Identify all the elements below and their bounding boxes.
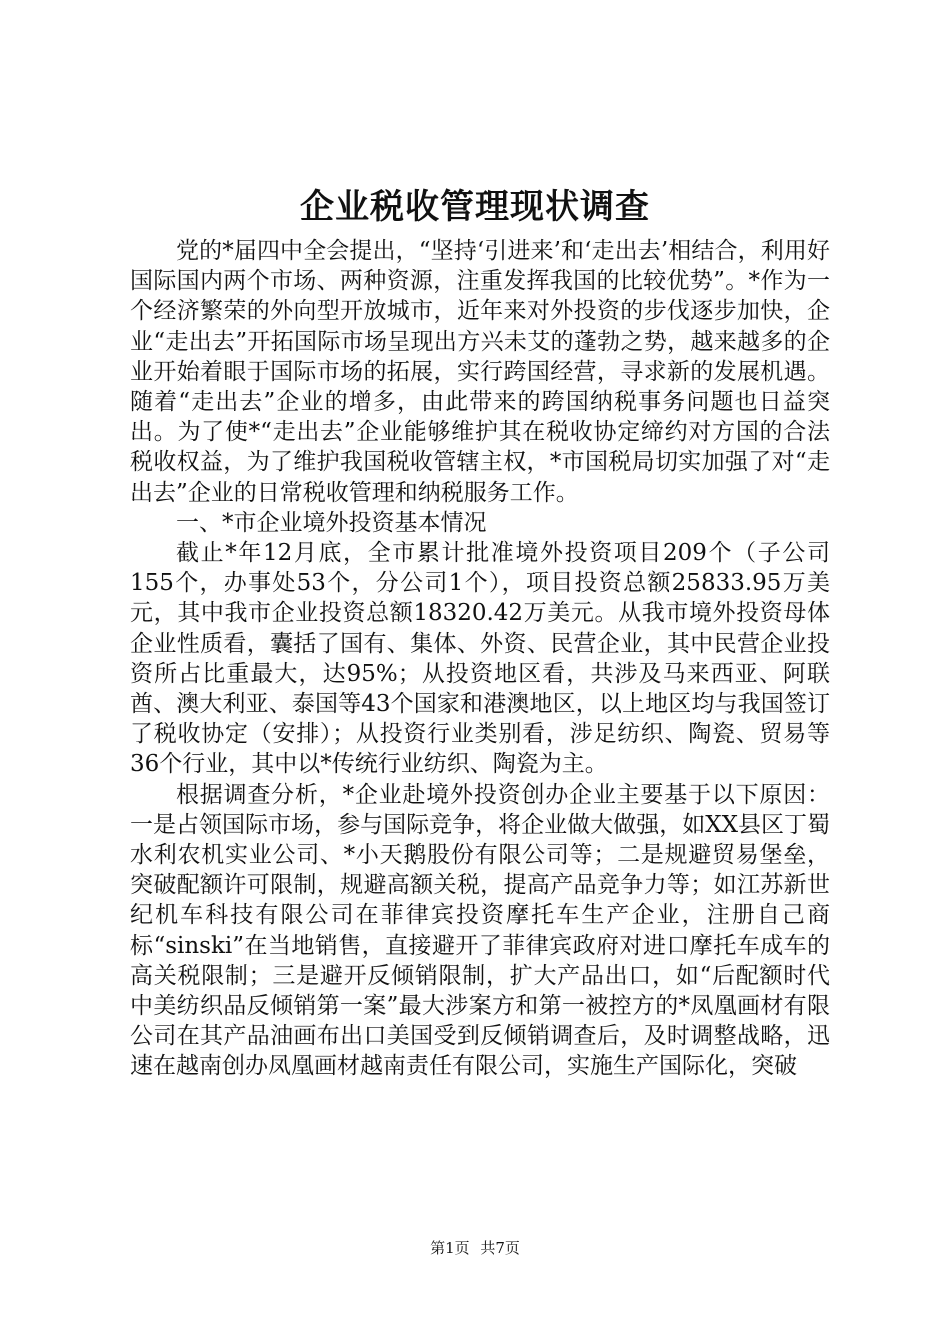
- page-footer: [0, 1238, 950, 1258]
- document-body: [130, 236, 830, 1082]
- document-title: 企业税收管理现状调查: [300, 187, 650, 227]
- section-heading: 一、*市企业境外投资基本情况: [176, 509, 487, 536]
- paragraph-investment-reasons: 根据调查分析，*企业赴境外投资创办企业主要基于以下原因：一是占领国际市场，参与国际竞争，将企业做大做强，如XX县区丁蜀水利农机实业公司、*小天鹅股份有限公司等；二是规避贸易堡垒，突破配额许可限制，规避高额关税，提高产品竞争力等；如江苏新世纪机车科技有限公司在菲律宾投资摩托车生产企业，注册自己商标“sinski”在当地销售，直接避开了菲律宾政府对进口摩托车成车的高关税限制；三是避开反倾销限制，扩大产品出口，如“后配额时代中美纺织品反倾销第一案”最大涉案方和第一被控方的*凤凰画材有限公司在其产品油画布出口美国受到反倾销调查后，及时调整战略，迅速在越南创办凤凰画材越南责任有限公司，实施生产国际化，突破: [130, 781, 830, 1080]
- page-number: 第1页: [430, 1239, 470, 1257]
- paragraph-investment-overview: 截止*年12月底，全市累计批准境外投资项目209个（子公司155个，办事处53个，分公司1个），项目投资总额25833.95万美元，其中我市企业投资总额18320.42万美元。从我市境外投资母体企业性质看，囊括了国有、集体、外资、民营企业，其中民营企业投资所占比重最大，达95%；从投资地区看，共涉及马来西亚、阿联酋、澳大利亚、泰国等43个国家和港澳地区，以上地区均与我国签订了税收协定（安排）；从投资行业类别看，涉足纺织、陶瓷、贸易等36个行业，其中以*传统行业纺织、陶瓷为主。: [130, 540, 830, 778]
- paragraph-intro: 党的*届四中全会提出，“坚持‘引进来’和‘走出去’相结合，利用好国际国内两个市场、两种资源，注重发挥我国的比较优势”。*作为一个经济繁荣的外向型开放城市，近年来对外投资的步伐逐步加快，企业“走出去”开拓国际市场呈现出方兴未艾的蓬勃之势，越来越多的企业开始着眼于国际市场的拓展，实行跨国经营，寻求新的发展机遇。随着“走出去”企业的增多，由此带来的跨国纳税事务问题也日益突出。为了使*“走出去”企业能够维护其在税收协定缔约对方国的合法税收权益，为了维护我国税收管辖主权，*市国税局切实加强了对“走出去”企业的日常税收管理和纳税服务工作。: [130, 238, 830, 506]
- page-total: 共7页: [480, 1239, 520, 1257]
